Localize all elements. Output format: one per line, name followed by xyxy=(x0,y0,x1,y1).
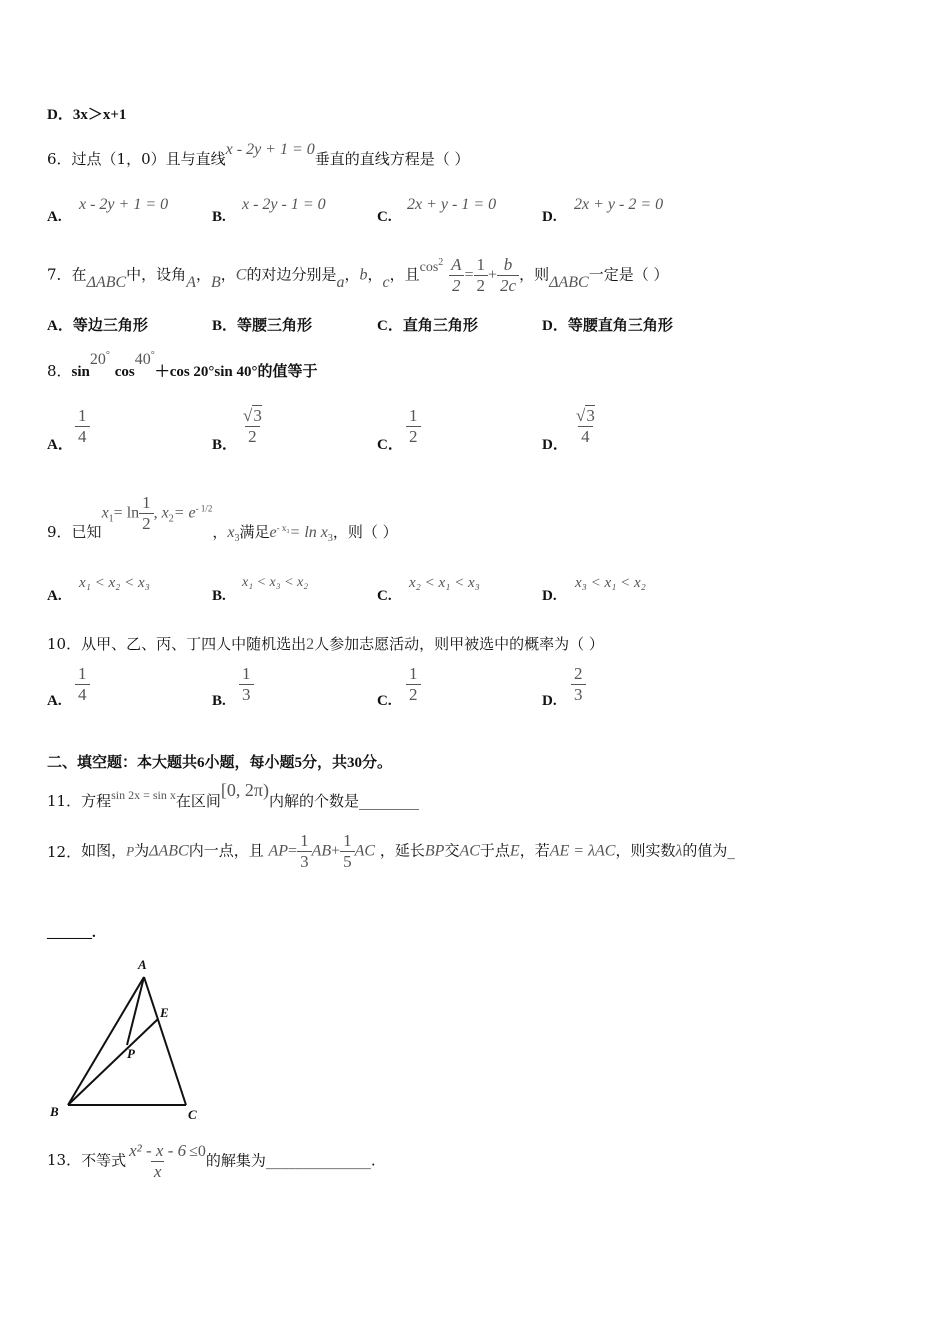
q7-sep: ， xyxy=(195,265,211,284)
q9-frac-den: 2 xyxy=(139,513,154,533)
q11-number: 11． xyxy=(47,792,82,810)
q7-eq: = xyxy=(464,266,474,284)
question-9 xyxy=(47,493,398,545)
q12-frac-num: 1 xyxy=(343,831,352,850)
q10-frac-num: 1 xyxy=(409,664,418,683)
q8-frac-num: 3 xyxy=(253,406,262,425)
q8-option-a-label[interactable]: A． xyxy=(47,437,73,453)
question-8: 8．sin20° cos40°＋cos 20°sin 40°的值等于 xyxy=(47,350,318,380)
q9-sub: 3 xyxy=(234,533,240,545)
q10-options xyxy=(47,665,727,720)
q8-sin: sin xyxy=(71,364,90,380)
q7-option-text: 直角三角形 xyxy=(402,318,478,334)
q8-cos: cos xyxy=(114,364,135,380)
q7-option-text: 等腰三角形 xyxy=(237,318,313,334)
sqrt-icon: √ xyxy=(576,406,586,425)
q8-frac-num: 3 xyxy=(586,406,595,425)
q9-option-b[interactable]: x₁ < x₃ < x₂ xyxy=(242,575,309,590)
q8-option-b-label[interactable]: B． xyxy=(212,437,238,453)
q8-frac-num: 1 xyxy=(409,406,418,425)
question-6 xyxy=(47,141,470,169)
q6-line-eq: x - 2y + 1 = 0 xyxy=(225,141,315,158)
q8-option-c[interactable] xyxy=(406,407,421,446)
q9-frac xyxy=(139,494,154,533)
q7-frac-a2 xyxy=(448,256,464,295)
q9-sub: 1 xyxy=(108,513,114,525)
label-e: E xyxy=(160,1005,169,1020)
q7-option-c[interactable] xyxy=(377,314,478,335)
q12-frac-third xyxy=(297,832,312,871)
q9-option-d-label[interactable]: D. xyxy=(542,588,557,604)
q9-text: 满足 xyxy=(239,523,270,542)
q8-frac-den: 4 xyxy=(75,426,90,446)
q7-text: 中，设角 xyxy=(126,265,187,284)
q10-option-d-label[interactable]: D. xyxy=(542,693,557,709)
question-10 xyxy=(47,633,604,654)
q12-point-e: E xyxy=(509,842,520,860)
q12-text: ，延长 xyxy=(379,841,425,860)
q8-option-d[interactable] xyxy=(573,407,598,446)
q7-sep: ， xyxy=(220,265,236,284)
q8-option-c-label[interactable]: C． xyxy=(377,437,403,453)
q12-relation: AE = λAC xyxy=(549,842,616,860)
q7-side-a: a xyxy=(336,274,345,292)
q8-frac-den: 2 xyxy=(406,426,421,446)
q8-deg40: 40 xyxy=(134,351,151,368)
q8-deg20: 20 xyxy=(89,351,106,368)
q12-triangle-figure xyxy=(40,955,210,1125)
question-13 xyxy=(47,1142,376,1181)
q11-text: 在区间 xyxy=(175,792,221,810)
q7-triangle: ΔABC xyxy=(86,274,127,292)
q10-option-d[interactable] xyxy=(571,665,586,704)
q8-number: 8． xyxy=(47,362,72,380)
q7-option-b[interactable] xyxy=(212,314,312,335)
q6-pre: 过点（1，0）且与直线 xyxy=(71,150,226,168)
q7-angle-a: A xyxy=(186,274,196,292)
q6-option-c[interactable]: 2x + y - 1 = 0 xyxy=(407,196,497,213)
q7-option-text: 等边三角形 xyxy=(72,318,148,334)
q7-sep: ， xyxy=(344,265,360,284)
q7-side-c: c xyxy=(382,274,390,292)
q7-frac-den: 2 xyxy=(449,275,464,295)
question-7 xyxy=(47,256,668,295)
q9-x3: x xyxy=(227,524,235,542)
q9-ln: = ln x xyxy=(289,524,328,542)
q6-post: 垂直的直线方程是（ ） xyxy=(314,150,470,168)
q7-plus: + xyxy=(488,266,498,284)
q9-sub: 3 xyxy=(327,533,333,545)
q9-option-a[interactable]: x₁ < x₂ < x₃ xyxy=(79,575,150,591)
q9-sub: 2 xyxy=(168,513,174,525)
q10-text: 从甲、乙、丙、丁四人中随机选出 xyxy=(81,635,307,653)
q6-number: 6． xyxy=(47,150,72,168)
q5-option-d: D．3x＞x+1 xyxy=(47,107,127,123)
q12-frac-den: 5 xyxy=(340,851,355,871)
q9-text: ，则（ ） xyxy=(332,523,398,542)
q10-frac-num: 1 xyxy=(242,664,251,683)
q7-side-b: b xyxy=(359,266,368,284)
edge-ab xyxy=(68,977,144,1105)
q9-option-d[interactable]: x₃ < x₁ < x₂ xyxy=(575,575,646,591)
q10-number: 10． xyxy=(47,635,82,653)
q10-option-b[interactable] xyxy=(239,665,254,704)
q9-options xyxy=(47,575,727,607)
q12-answer-blank: ______. xyxy=(47,925,96,941)
q12-text: 于点 xyxy=(479,841,510,860)
q9-x2: x xyxy=(161,504,169,522)
q9-eq: = ln xyxy=(113,504,140,522)
q8-frac-den: 2 xyxy=(245,426,260,446)
q7-option-a[interactable] xyxy=(47,314,148,335)
label-b: B xyxy=(50,1104,59,1119)
q12-frac-fifth xyxy=(340,832,355,871)
q7-text: 的对边分别是 xyxy=(246,265,337,284)
q7-frac-den: 2c xyxy=(497,275,519,295)
q9-exp: - x₃ xyxy=(276,523,290,534)
q7-angle-b: B xyxy=(210,274,221,292)
q7-triangle: ΔABC xyxy=(549,274,589,292)
q10-option-a-label[interactable]: A. xyxy=(47,693,62,709)
q9-e: e xyxy=(269,524,277,542)
q12-text: 的值为_ xyxy=(682,841,735,860)
q7-option-label: C． xyxy=(377,318,403,334)
q12-lambda: λ xyxy=(675,842,683,860)
sqrt-icon: √ xyxy=(243,406,253,425)
q7-frac-num: 1 xyxy=(476,255,485,274)
q9-number: 9． xyxy=(47,523,72,542)
q7-text: ，且 xyxy=(389,265,420,284)
q12-vector-ap: AP xyxy=(268,842,289,860)
q11-interval: [0, 2π) xyxy=(220,780,269,800)
q7-option-label: D． xyxy=(542,318,568,334)
q13-text: 不等式 xyxy=(81,1151,127,1170)
q13-number: 13． xyxy=(47,1151,82,1170)
q10-option-a[interactable] xyxy=(75,665,90,704)
q8-option-d-label[interactable]: D． xyxy=(542,437,568,453)
q10-text: 人参加志愿活动，则甲被选中的概率为（ ） xyxy=(314,635,604,653)
q11-equation: sin 2x = sin x xyxy=(111,788,176,802)
q12-vector-ac: AC xyxy=(354,842,376,860)
q8-frac-den: 4 xyxy=(578,426,593,446)
q8-option-b[interactable] xyxy=(240,407,265,446)
q7-text: ，则 xyxy=(519,265,550,284)
q8-option-a[interactable] xyxy=(75,407,90,446)
q7-text: 一定是（ ） xyxy=(588,265,669,284)
label-p: P xyxy=(127,1046,135,1061)
q12-plus: + xyxy=(331,842,341,860)
q11-text: 内解的个数是________ xyxy=(268,792,419,810)
q10-frac-den: 2 xyxy=(406,684,421,704)
q12-vector-ab: AB xyxy=(311,842,332,860)
q9-x1: x xyxy=(101,504,109,522)
q12-text: 交 xyxy=(444,841,460,860)
q6-option-d[interactable]: 2x + y - 2 = 0 xyxy=(574,196,664,213)
q9-sep: , xyxy=(153,504,162,522)
q10-option-b-label[interactable]: B. xyxy=(212,693,226,709)
q13-fraction xyxy=(126,1142,189,1181)
q6-option-a-label[interactable]: A. xyxy=(47,209,62,225)
q8-options xyxy=(47,407,727,462)
q8-frac-num: 1 xyxy=(78,406,87,425)
q12-line-ac: AC xyxy=(459,842,480,860)
q6-option-d-label[interactable]: D. xyxy=(542,209,557,225)
q9-option-c[interactable]: x₂ < x₁ < x₃ xyxy=(409,575,480,591)
q7-frac-num: b xyxy=(503,255,513,274)
q10-frac-num: 2 xyxy=(574,664,583,683)
q10-frac-den: 3 xyxy=(239,684,254,704)
q7-square: 2 xyxy=(438,257,444,269)
label-a: A xyxy=(138,957,147,972)
question-12 xyxy=(47,832,735,871)
q7-option-label: B． xyxy=(212,318,238,334)
q13-frac-num: x² - x - 6 xyxy=(129,1141,187,1160)
q12-text: ，则实数 xyxy=(615,841,676,860)
q9-eq: = e xyxy=(173,504,196,522)
q7-angle-c: C xyxy=(235,266,247,284)
q9-text: ， xyxy=(212,523,228,542)
q11-text: 方程 xyxy=(81,792,112,810)
q6-option-b-label[interactable]: B. xyxy=(212,209,226,225)
q12-frac-num: 1 xyxy=(300,831,309,850)
q7-frac-half xyxy=(474,256,489,295)
q10-count: 2 xyxy=(306,636,315,653)
q7-option-label: A． xyxy=(47,318,73,334)
q12-triangle: ΔABC xyxy=(149,842,189,860)
q10-option-c-label[interactable]: C. xyxy=(377,693,392,709)
q12-number: 12． xyxy=(47,843,82,862)
q9-exp: - 1/2 xyxy=(195,503,213,514)
q10-frac-den: 3 xyxy=(571,684,586,704)
edge-ac xyxy=(144,977,186,1105)
q10-frac-den: 4 xyxy=(75,684,90,704)
q7-frac-num: A xyxy=(451,255,462,274)
q10-option-c[interactable] xyxy=(406,665,421,704)
q9-option-a-label[interactable]: A. xyxy=(47,588,62,604)
q10-frac-num: 1 xyxy=(78,664,87,683)
q7-frac-b2c xyxy=(497,256,519,295)
q12-text: 为 xyxy=(134,841,150,860)
q7-frac-den: 2 xyxy=(474,275,489,295)
q13-text: 的解集为______________. xyxy=(205,1151,376,1170)
q6-option-b[interactable]: x - 2y - 1 = 0 xyxy=(242,196,326,213)
q12-text: ，若 xyxy=(519,841,550,860)
q9-frac-num: 1 xyxy=(142,493,151,512)
q9-option-b-label[interactable]: B. xyxy=(212,588,226,604)
q12-line-bp: BP xyxy=(424,842,445,860)
q13-frac-den: x xyxy=(151,1161,165,1181)
q7-text: 在 xyxy=(71,265,87,284)
q12-eq: = xyxy=(288,842,298,860)
q9-text: 已知 xyxy=(71,523,102,542)
q12-point-p: P xyxy=(126,843,135,859)
q9-option-c-label[interactable]: C. xyxy=(377,588,392,604)
q7-cos: cos xyxy=(419,260,439,276)
section-heading-fill-in: 二、填空题：本大题共6小题，每小题5分，共30分。 xyxy=(47,755,393,771)
q7-sep: ， xyxy=(367,265,383,284)
q6-option-c-label[interactable]: C. xyxy=(377,209,392,225)
q7-option-text: 等腰直角三角形 xyxy=(567,318,673,334)
q7-option-d[interactable] xyxy=(542,314,673,335)
q12-text: 内一点，且 xyxy=(188,841,264,860)
q13-relation: ≤0 xyxy=(189,1143,206,1161)
q7-number: 7． xyxy=(47,265,72,284)
q12-frac-den: 3 xyxy=(297,851,312,871)
q6-options xyxy=(47,196,727,226)
label-c: C xyxy=(188,1107,197,1122)
q6-option-a[interactable]: x - 2y + 1 = 0 xyxy=(79,196,169,213)
q12-text: 如图， xyxy=(81,841,127,860)
q8-rest: ＋cos 20°sin 40°的值等于 xyxy=(154,364,318,380)
segment-be xyxy=(68,1019,158,1105)
question-11 xyxy=(47,780,419,810)
